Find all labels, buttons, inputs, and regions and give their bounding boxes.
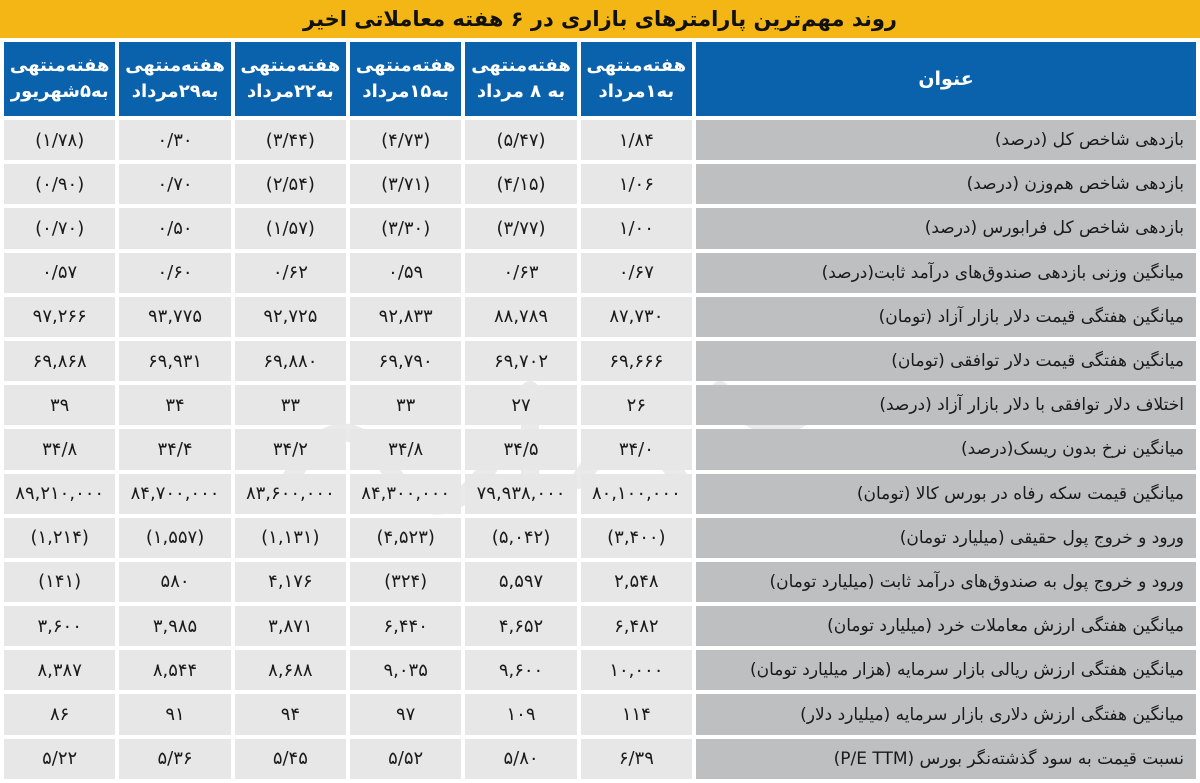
table-cell: (۰/۹۰) <box>4 164 115 204</box>
table-cell: ۳۴/۸ <box>350 429 461 469</box>
table-cell: ۳۴/۴ <box>119 429 230 469</box>
table-cell: ۳۳ <box>350 385 461 425</box>
table-cell: ۹۲,۷۲۵ <box>235 297 346 337</box>
table-cell: ۱۰۹ <box>465 694 576 734</box>
column-header-week <box>350 42 461 116</box>
table-row <box>4 297 1196 337</box>
table-cell: ۸۴,۷۰۰,۰۰۰ <box>119 474 230 514</box>
table-cell: ۶/۳۹ <box>581 739 692 779</box>
table-cell: ۰/۵۰ <box>119 208 230 248</box>
table-row <box>4 253 1196 293</box>
table-cell: ۸,۳۸۷ <box>4 650 115 690</box>
table-cell: (۳/۳۰) <box>350 208 461 248</box>
column-header-line: به‌۱۵مرداد <box>362 81 450 102</box>
row-label: بازدهی شاخص کل (درصد) <box>696 120 1196 160</box>
table-cell: ۶۹,۷۰۲ <box>465 341 576 381</box>
table-cell: (۵,۰۴۲) <box>465 518 576 558</box>
column-header-week <box>235 42 346 116</box>
table-cell: ۸۳,۶۰۰,۰۰۰ <box>235 474 346 514</box>
table-cell: ۳,۶۰۰ <box>4 606 115 646</box>
table-header-row <box>4 42 1196 116</box>
column-header-week <box>581 42 692 116</box>
column-header-line: هفته‌منتهی <box>125 55 225 76</box>
table-cell: ۸۴,۳۰۰,۰۰۰ <box>350 474 461 514</box>
row-label: نسبت قیمت به سود گذشته‌نگر بورس (P/E TTM) <box>696 739 1196 779</box>
table-cell: ۸۶ <box>4 694 115 734</box>
table-cell: (۱۴۱) <box>4 562 115 602</box>
row-label: میانگین نرخ بدون ریسک(درصد) <box>696 429 1196 469</box>
column-header-title: عنوان <box>696 42 1196 116</box>
table-cell: (۳۲۴) <box>350 562 461 602</box>
row-label: میانگین وزنی بازدهی صندوق‌های درآمد ثابت(درصد) <box>696 253 1196 293</box>
table-cell: ۳۹ <box>4 385 115 425</box>
table-cell: ۳,۸۷۱ <box>235 606 346 646</box>
table-cell: ۲۶ <box>581 385 692 425</box>
table-cell: ۱۰,۰۰۰ <box>581 650 692 690</box>
row-label: ورود و خروج پول حقیقی (میلیارد تومان) <box>696 518 1196 558</box>
table-cell: (۴/۷۳) <box>350 120 461 160</box>
table-cell: ۳۴ <box>119 385 230 425</box>
row-label: میانگین هفتگی ارزش معاملات خرد (میلیارد تومان) <box>696 606 1196 646</box>
row-label: میانگین هفتگی قیمت دلار بازار آزاد (تومان) <box>696 297 1196 337</box>
table-row <box>4 208 1196 248</box>
table-row <box>4 385 1196 425</box>
table-cell: ۰/۶۳ <box>465 253 576 293</box>
table-cell: ۲,۵۴۸ <box>581 562 692 602</box>
table-cell: (۰/۷۰) <box>4 208 115 248</box>
column-header-week <box>465 42 576 116</box>
table-cell: (۱/۷۸) <box>4 120 115 160</box>
row-label: میانگین قیمت سکه رفاه در بورس کالا (تومان) <box>696 474 1196 514</box>
table-cell: (۲/۵۴) <box>235 164 346 204</box>
column-header-line: به‌۱مرداد <box>598 81 675 102</box>
table-cell: ۱/۰۶ <box>581 164 692 204</box>
table-cell: ۵,۵۹۷ <box>465 562 576 602</box>
table-cell: ۶۹,۷۹۰ <box>350 341 461 381</box>
row-label: اختلاف دلار توافقی با دلار بازار آزاد (درصد) <box>696 385 1196 425</box>
table-row <box>4 562 1196 602</box>
table-row <box>4 650 1196 690</box>
table-cell: ۸۸,۷۸۹ <box>465 297 576 337</box>
table-cell: ۸۹,۲۱۰,۰۰۰ <box>4 474 115 514</box>
column-header-week <box>119 42 230 116</box>
table-cell: ۶,۴۴۰ <box>350 606 461 646</box>
column-header-line: به ۸ مرداد <box>476 81 566 102</box>
table-cell: ۵/۵۲ <box>350 739 461 779</box>
table-cell: (۴/۱۵) <box>465 164 576 204</box>
column-header-line: هفته‌منتهی <box>240 55 341 76</box>
table-row <box>4 429 1196 469</box>
table-cell: ۲۷ <box>465 385 576 425</box>
table-cell: (۳,۴۰۰) <box>581 518 692 558</box>
table-cell: (۴,۵۲۳) <box>350 518 461 558</box>
table-cell: ۵/۸۰ <box>465 739 576 779</box>
table-cell: ۳۴/۵ <box>465 429 576 469</box>
table-row <box>4 474 1196 514</box>
column-header-week <box>4 42 115 116</box>
table-cell: (۳/۷۱) <box>350 164 461 204</box>
table-cell: ۹۱ <box>119 694 230 734</box>
table-cell: ۵۸۰ <box>119 562 230 602</box>
table-cell: ۵/۴۵ <box>235 739 346 779</box>
table-row <box>4 341 1196 381</box>
table-row <box>4 518 1196 558</box>
column-header-line: هفته‌منتهی <box>9 55 110 76</box>
table-row <box>4 606 1196 646</box>
table-cell: (۱,۲۱۴) <box>4 518 115 558</box>
row-label: میانگین هفتگی ارزش دلاری بازار سرمایه (میلیارد دلار) <box>696 694 1196 734</box>
table-cell: ۹۷,۲۶۶ <box>4 297 115 337</box>
table-cell: ۰/۳۰ <box>119 120 230 160</box>
table-cell: ۳,۹۸۵ <box>119 606 230 646</box>
table-cell: ۶,۴۸۲ <box>581 606 692 646</box>
table-cell: ۳۴/۲ <box>235 429 346 469</box>
table-cell: ۰/۶۲ <box>235 253 346 293</box>
table-cell: ۸,۵۴۴ <box>119 650 230 690</box>
table-cell: ۶۹,۸۶۸ <box>4 341 115 381</box>
page-title: روند مهم‌ترین پارامترهای بازاری در ۶ هفته معاملاتی اخیر <box>303 7 897 31</box>
table-cell: ۱۱۴ <box>581 694 692 734</box>
table-cell: (۱,۵۵۷) <box>119 518 230 558</box>
table-cell: ۰/۶۰ <box>119 253 230 293</box>
table-cell: ۸۰,۱۰۰,۰۰۰ <box>581 474 692 514</box>
title-bar <box>0 0 1200 38</box>
column-header-line: هفته‌منتهی <box>586 55 687 76</box>
table-row <box>4 739 1196 779</box>
table-cell: ۰/۵۹ <box>350 253 461 293</box>
table-cell: ۶۹,۹۳۱ <box>119 341 230 381</box>
table-cell: ۳۴/۸ <box>4 429 115 469</box>
row-label: ورود و خروج پول به صندوق‌های درآمد ثابت (میلیارد تومان) <box>696 562 1196 602</box>
table-cell: ۸,۶۸۸ <box>235 650 346 690</box>
market-parameters-table <box>0 38 1200 783</box>
table-cell: ۶۹,۶۶۶ <box>581 341 692 381</box>
table-cell: ۹۴ <box>235 694 346 734</box>
table-cell: ۴,۶۵۲ <box>465 606 576 646</box>
table-cell: ۳۳ <box>235 385 346 425</box>
table-row <box>4 164 1196 204</box>
table-cell: ۴,۱۷۶ <box>235 562 346 602</box>
column-header-line: به‌۲۲مرداد <box>247 81 334 102</box>
table-cell: ۸۷,۷۳۰ <box>581 297 692 337</box>
table-row <box>4 694 1196 734</box>
table-cell: ۵/۳۶ <box>119 739 230 779</box>
table-row <box>4 120 1196 160</box>
table-cell: (۳/۷۷) <box>465 208 576 248</box>
table-cell: (۳/۴۴) <box>235 120 346 160</box>
table-cell: ۹۲,۸۳۳ <box>350 297 461 337</box>
table-cell: (۱/۵۷) <box>235 208 346 248</box>
table-cell: ۹۳,۷۷۵ <box>119 297 230 337</box>
column-header-line: به‌۵شهریور <box>10 81 109 102</box>
row-label: بازدهی شاخص کل فرابورس (درصد) <box>696 208 1196 248</box>
table-cell: ۰/۷۰ <box>119 164 230 204</box>
table-cell: ۰/۵۷ <box>4 253 115 293</box>
table-cell: ۱/۸۴ <box>581 120 692 160</box>
row-label: بازدهی شاخص هم‌وزن (درصد) <box>696 164 1196 204</box>
table-cell: ۰/۶۷ <box>581 253 692 293</box>
table-cell: (۱,۱۳۱) <box>235 518 346 558</box>
table-cell: ۳۴/۰ <box>581 429 692 469</box>
table-cell: ۱/۰۰ <box>581 208 692 248</box>
row-label: میانگین هفتگی قیمت دلار توافقی (تومان) <box>696 341 1196 381</box>
table-cell: ۹,۶۰۰ <box>465 650 576 690</box>
table-cell: ۹۷ <box>350 694 461 734</box>
table-cell: (۵/۴۷) <box>465 120 576 160</box>
column-header-line: هفته‌منتهی <box>471 55 571 76</box>
table-cell: ۶۹,۸۸۰ <box>235 341 346 381</box>
table-cell: ۷۹,۹۳۸,۰۰۰ <box>465 474 576 514</box>
column-header-line: هفته‌منتهی <box>355 55 456 76</box>
table-cell: ۵/۲۲ <box>4 739 115 779</box>
row-label: میانگین هفتگی ارزش ریالی بازار سرمایه (هزار میلیارد تومان) <box>696 650 1196 690</box>
table-cell: ۹,۰۳۵ <box>350 650 461 690</box>
column-header-line: به‌۲۹مرداد <box>131 81 219 102</box>
